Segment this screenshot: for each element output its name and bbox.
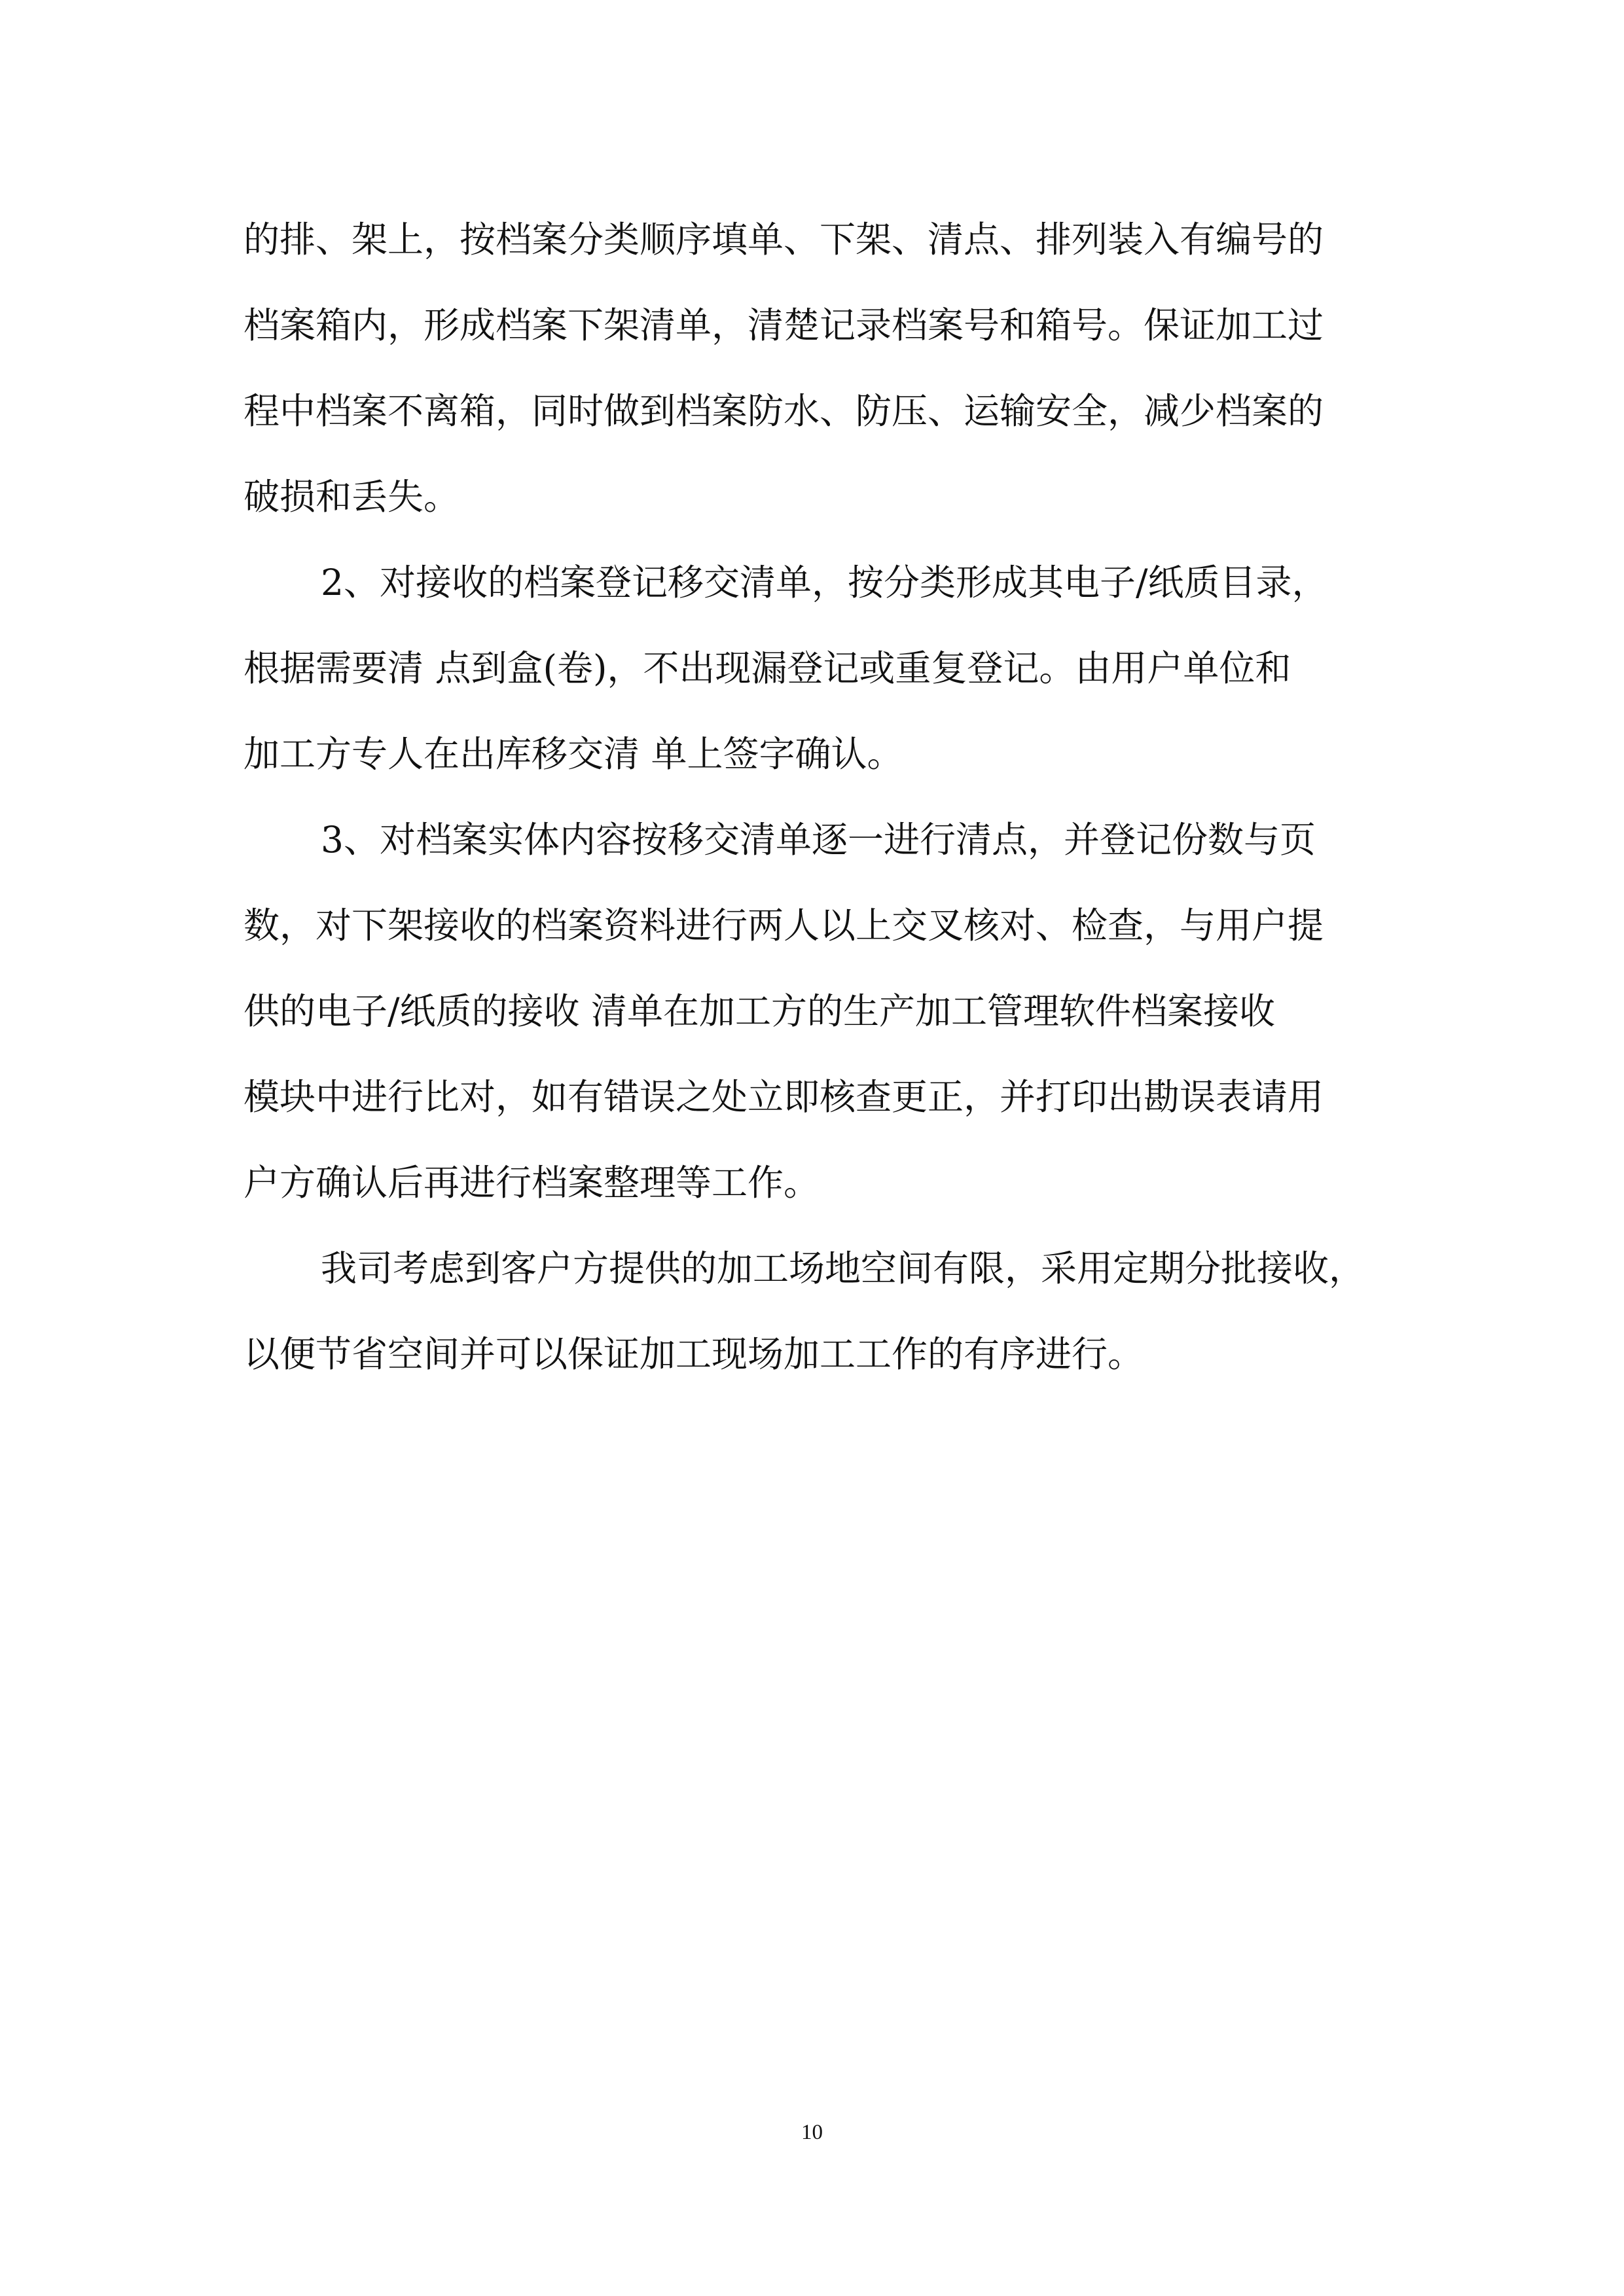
- text-line: 2、对接收的档案登记移交清单，按分类形成其电子/纸质目录，: [321, 562, 1328, 603]
- text-line: 数，对下架接收的档案资料进行两人以上交叉核对、检查，与用户提: [244, 905, 1324, 946]
- text-line: 户方确认后再进行档案整理等工作。: [244, 1162, 820, 1204]
- text-line: 程中档案不离箱，同时做到档案防水、防压、运输安全，减少档案的: [244, 390, 1324, 432]
- text-line: 我司考虑到客户方提供的加工场地空间有限，采用定期分批接收，: [321, 1247, 1365, 1289]
- text-line: 模块中进行比对，如有错误之处立即核查更正，并打印出勘误表请用: [244, 1076, 1324, 1118]
- text-line: 根据需要清 点到盒(卷)，不出现漏登记或重复登记。由用户单位和: [244, 647, 1291, 689]
- text-line: 以便节省空间并可以保证加工现场加工工作的有序进行。: [244, 1333, 1144, 1375]
- text-line: 破损和丢失。: [244, 476, 460, 518]
- page-number: 10: [801, 2121, 823, 2144]
- text-line: 档案箱内，形成档案下架清单，清楚记录档案号和箱号。保证加工过: [244, 304, 1324, 346]
- text-line: 的排、架上，按档案分类顺序填单、下架、清点、排列装入有编号的: [244, 219, 1324, 260]
- text-line: 供的电子/纸质的接收 清单在加工方的生产加工管理软件档案接收: [244, 990, 1276, 1032]
- text-line: 加工方专人在出库移交清 单上签字确认。: [244, 733, 903, 775]
- body-text: [244, 208, 1396, 1408]
- text-line: 3、对档案实体内容按移交清单逐一进行清点，并登记份数与页: [321, 819, 1316, 861]
